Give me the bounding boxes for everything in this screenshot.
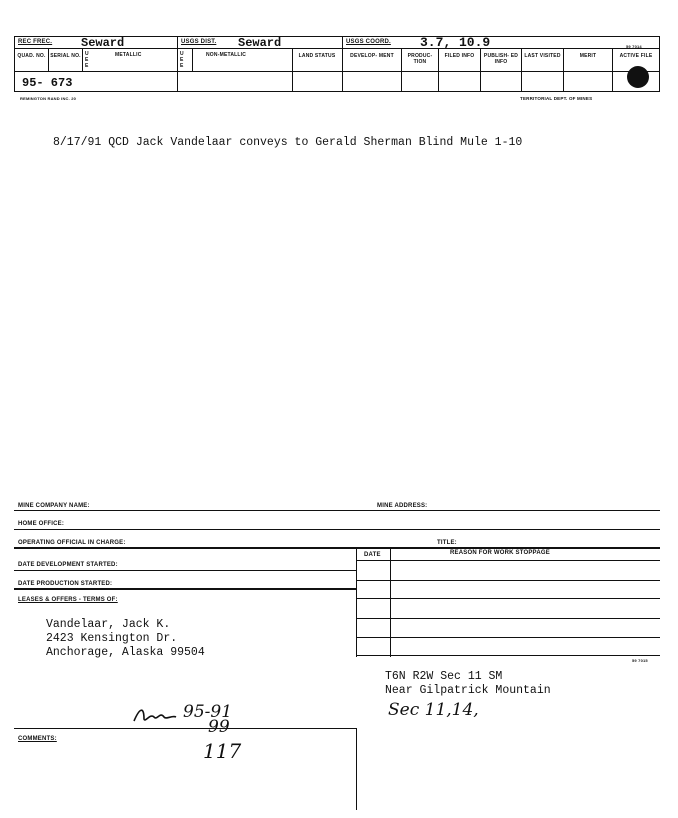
- usgs-coord-value: 3.7, 10.9: [420, 35, 491, 50]
- date-production-label: DATE PRODUCTION STARTED:: [18, 581, 113, 587]
- printer-credit: REMINGTON RAND INC. 20: [20, 96, 77, 101]
- usgs-coord-label: USGS COORD.: [346, 39, 391, 45]
- date-column-label: DATE: [364, 552, 381, 558]
- location-near: Near Gilpatrick Mountain: [385, 684, 551, 697]
- col-land-status: LAND STATUS: [298, 53, 336, 59]
- col-non-metallic: NON-METALLIC: [206, 52, 247, 58]
- handwritten-ref-3: 117: [203, 739, 242, 763]
- col-production: PRODUC- TION: [407, 53, 433, 65]
- col-active-file: ACTIVE FILE: [619, 53, 653, 59]
- reason-column-label: REASON FOR WORK STOPPAGE: [450, 550, 550, 556]
- rec-frec-label: REC FREC.: [18, 39, 53, 45]
- leases-offers-label: LEASES & OFFERS - TERMS OF:: [18, 597, 118, 603]
- owner-name: Vandelaar, Jack K.: [46, 618, 171, 631]
- handwritten-sec-note: Sec 11,14,: [388, 700, 479, 720]
- col-merit: MERIT: [579, 53, 597, 59]
- col-published-info: PUBLISH- ED INFO: [483, 53, 519, 65]
- date-development-label: DATE DEVELOPMENT STARTED:: [18, 562, 118, 568]
- location-block: [385, 670, 551, 698]
- handwritten-ref-2: 99: [208, 717, 230, 737]
- mine-address-label: MINE ADDRESS:: [377, 503, 428, 509]
- col-u-e-e-1: U E E: [85, 51, 89, 69]
- location-township: T6N R2W Sec 11 SM: [385, 670, 503, 683]
- col-serial-no: SERIAL NO.: [50, 53, 81, 59]
- operating-official-label: OPERATING OFFICIAL IN CHARGE:: [18, 540, 126, 546]
- usgs-dist-label: USGS DIST.: [181, 39, 217, 45]
- rec-frec-value: Seward: [81, 36, 125, 50]
- title-label: TITLE:: [437, 540, 457, 546]
- owner-street: 2423 Kensington Dr.: [46, 632, 178, 645]
- comments-label: COMMENTS:: [18, 736, 57, 742]
- col-development: DEVELOP- MENT: [350, 53, 394, 59]
- conveyance-entry: 8/17/91 QCD Jack Vandelaar conveys to Gerald Sherman Blind Mule 1-10: [53, 136, 523, 149]
- col-filed-info: FILED INFO: [444, 53, 475, 59]
- mine-company-name-label: MINE COMPANY NAME:: [18, 503, 90, 509]
- punch-hole-mark: [627, 66, 649, 88]
- form-code: 59 7014: [626, 44, 642, 49]
- home-office-label: HOME OFFICE:: [18, 521, 65, 527]
- col-last-visited: LAST VISITED: [524, 53, 561, 59]
- territorial-dept: TERRITORIAL DEPT. OF MINES: [520, 96, 593, 101]
- col-u-e-e-2: U E E: [180, 51, 184, 69]
- usgs-dist-value: Seward: [238, 36, 282, 50]
- record-number: 95- 673: [22, 76, 73, 90]
- owner-address: [46, 618, 205, 660]
- form-code-2: 59 7015: [632, 658, 648, 663]
- col-metallic: METALLIC: [115, 52, 142, 58]
- handwritten-ref-1: 95-91: [183, 702, 233, 722]
- handwritten-initials-mark: [130, 703, 180, 732]
- col-quad-no: QUAD. NO.: [17, 53, 46, 59]
- owner-city: Anchorage, Alaska 99504: [46, 646, 205, 659]
